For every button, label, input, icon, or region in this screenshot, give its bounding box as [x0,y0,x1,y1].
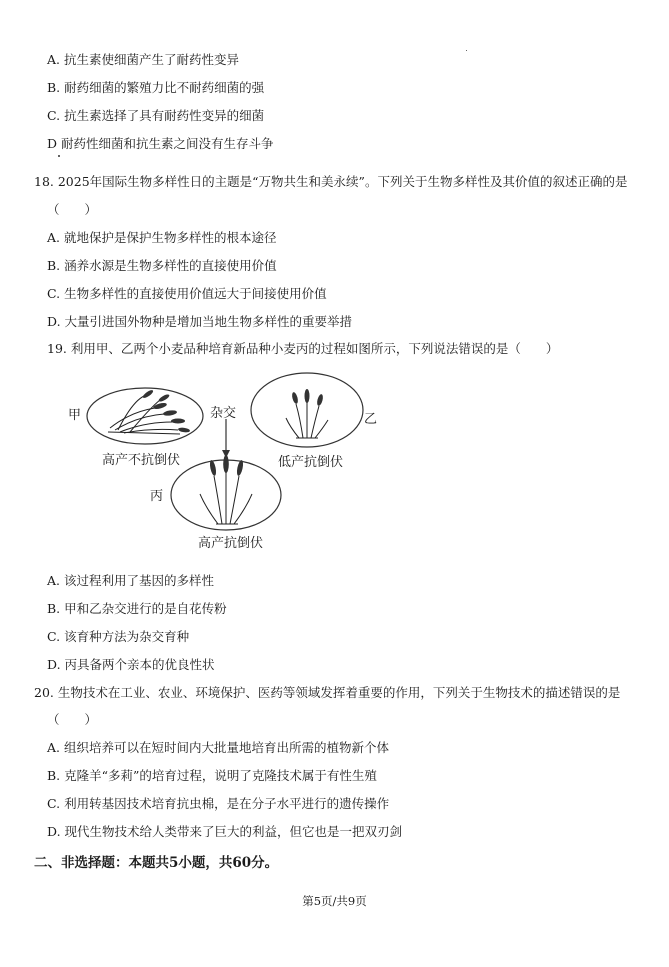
yi-wheat-plant [286,402,328,438]
cross-label: 杂交 [210,406,237,421]
q20-answer-blank: （ ） [47,712,98,727]
q20-option-c: C. 利用转基因技术培育抗虫棉，是在分子水平进行的遗传操作 [47,796,390,811]
q20-option-b: B. 克隆羊“多莉”的培育过程，说明了克隆技术属于有性生殖 [47,768,377,783]
q18-stem: 18. 2025年国际生物多样性日的主题是“万物共生和美永续”。下列关于生物多样性及其价值的叙述正确的是 [34,174,628,189]
q20-option-a: A. 组织培养可以在短时间内大批量地培育出所需的植物新个体 [47,740,389,755]
q18-option-a: A. 就地保护是保护生物多样性的根本途径 [47,230,277,245]
yi-trait: 低产抗倒伏 [278,455,344,470]
jia-label: 甲 [68,408,82,423]
wheat-breeding-diagram [60,372,380,558]
q18-option-d: D. 大量引进国外物种是增加当地生物多样性的重要举措 [47,314,353,329]
bing-trait: 高产抗倒伏 [198,536,264,551]
page-number: 第5页/共9页 [302,894,367,908]
yi-label: 乙 [364,412,378,427]
q19-option-d: D. 丙具备两个亲本的优良性状 [47,657,215,672]
q18-option-b: B. 涵养水源是生物多样性的直接使用价值 [47,258,277,273]
q19-option-c: C. 该育种方法为杂交育种 [47,629,190,644]
bing-wheat-plant [200,472,252,524]
q19-stem: 19. 利用甲、乙两个小麦品种培育新品种小麦丙的过程如图所示，下列说法错误的是（ ） [47,341,559,356]
q17-option-c: C. 抗生素选择了具有耐药性变异的细菌 [47,108,265,123]
stray-dot [58,155,60,157]
q18-answer-blank: （ ） [47,202,98,217]
q18-option-c: C. 生物多样性的直接使用价值远大于间接使用价值 [47,286,327,301]
q17-option-b: B. 耐药细菌的繁殖力比不耐药细菌的强 [47,80,265,95]
q20-stem: 20. 生物技术在工业、农业、环境保护、医药等领域发挥着重要的作用，下列关于生物技术的描述错误的是 [34,685,621,700]
q17-option-d: D 耐药性细菌和抗生素之间没有生存斗争 [47,136,274,151]
section-2-heading: 二、非选择题：本题共5小题，共60分。 [34,855,279,871]
jia-trait: 高产不抗倒伏 [102,453,181,468]
bing-label: 丙 [150,489,164,504]
q19-option-b: B. 甲和乙杂交进行的是自花传粉 [47,601,227,616]
q17-option-a: A. 抗生素使细菌产生了耐药性变异 [47,52,239,67]
q20-option-d: D. 现代生物技术给人类带来了巨大的利益，但它也是一把双刃剑 [47,824,403,839]
q19-option-a: A. 该过程利用了基因的多样性 [47,573,214,588]
stray-dot [466,50,467,51]
